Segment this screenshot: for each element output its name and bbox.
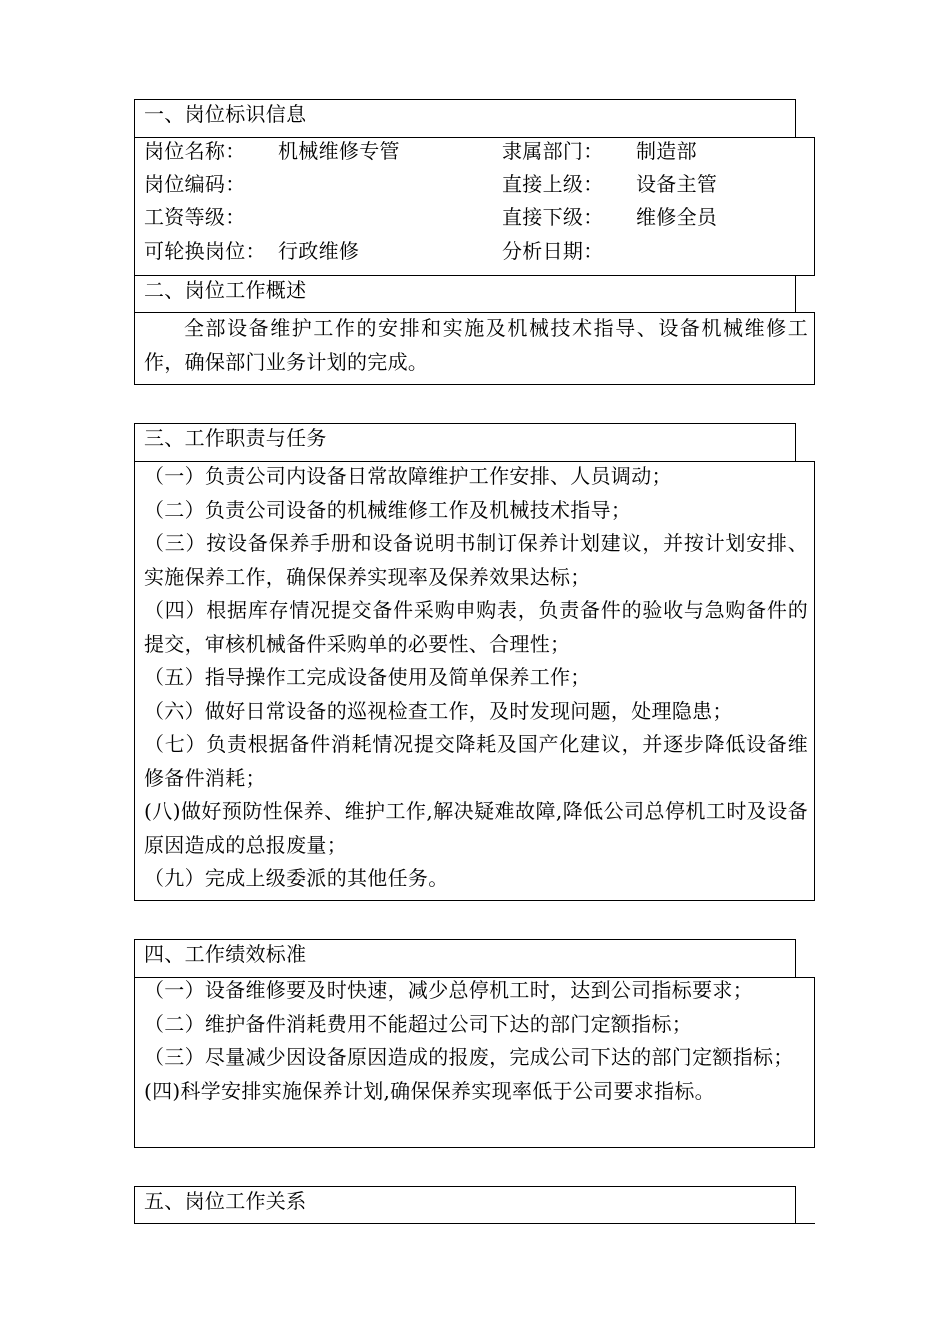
section5-heading: 五、岗位工作关系 xyxy=(144,1189,307,1213)
subordinate-value: 维修全员 xyxy=(636,205,718,229)
list-item: （四）根据库存情况提交备件采购申购表，负责备件的验收与急购备件的提交，审核机械备件采购单的必要性、合理性； xyxy=(144,598,808,656)
list-item: （三）按设备保养手册和设备说明书制订保养计划建议，并按计划安排、实施保养工作，确保保养实现率及保养效果达标； xyxy=(144,531,808,589)
list-item: （七）负责根据备件消耗情况提交降耗及国产化建议，并逐步降低设备维修备件消耗； xyxy=(144,732,808,790)
job-name-label: 岗位名称： xyxy=(144,139,246,163)
job-name-value: 机械维修专管 xyxy=(278,139,400,163)
section3-heading: 三、工作职责与任务 xyxy=(144,426,327,450)
list-item: （九）完成上级委派的其他任务。 xyxy=(144,866,449,890)
section2-heading: 二、岗位工作概述 xyxy=(144,278,307,302)
code-label: 岗位编码： xyxy=(144,172,246,196)
section1-heading: 一、岗位标识信息 xyxy=(144,102,307,126)
list-item: （一）设备维修要及时快速，减少总停机工时，达到公司指标要求； xyxy=(144,978,753,1002)
date-label: 分析日期： xyxy=(502,239,604,263)
list-item: （二）负责公司设备的机械维修工作及机械技术指导； xyxy=(144,497,632,522)
section2-text: 全部设备维护工作的安排和实施及机械技术指导、设备机械维修工作，确保部门业务计划的完成。 xyxy=(144,316,808,374)
section4-heading: 四、工作绩效标准 xyxy=(144,942,307,966)
list-item: （三）尽量减少因设备原因造成的报废，完成公司下达的部门定额指标； xyxy=(144,1045,794,1069)
responsibilities-list xyxy=(144,460,808,896)
salary-label: 工资等级： xyxy=(144,205,246,229)
rotation-value: 行政维修 xyxy=(278,239,360,263)
dept-value: 制造部 xyxy=(636,139,697,163)
rotation-label: 可轮换岗位： xyxy=(144,239,266,263)
performance-list xyxy=(144,974,808,1108)
superior-value: 设备主管 xyxy=(636,172,718,196)
list-item: (四)科学安排实施保养计划,确保保养实现率低于公司要求指标。 xyxy=(144,1078,715,1103)
subordinate-label: 直接下级： xyxy=(502,205,604,229)
list-item: （一）负责公司内设备日常故障维护工作安排、人员调动； xyxy=(144,464,672,488)
dept-label: 隶属部门： xyxy=(502,139,604,163)
list-item: （六）做好日常设备的巡视检查工作，及时发现问题，处理隐患； xyxy=(144,698,733,723)
list-item: (八)做好预防性保养、维护工作,解决疑难故障,降低公司总停机工时及设备原因造成的总报废量； xyxy=(144,799,808,857)
superior-label: 直接上级： xyxy=(502,172,604,196)
list-item: （二）维护备件消耗费用不能超过公司下达的部门定额指标； xyxy=(144,1011,693,1036)
list-item: （五）指导操作工完成设备使用及简单保养工作； xyxy=(144,665,591,689)
